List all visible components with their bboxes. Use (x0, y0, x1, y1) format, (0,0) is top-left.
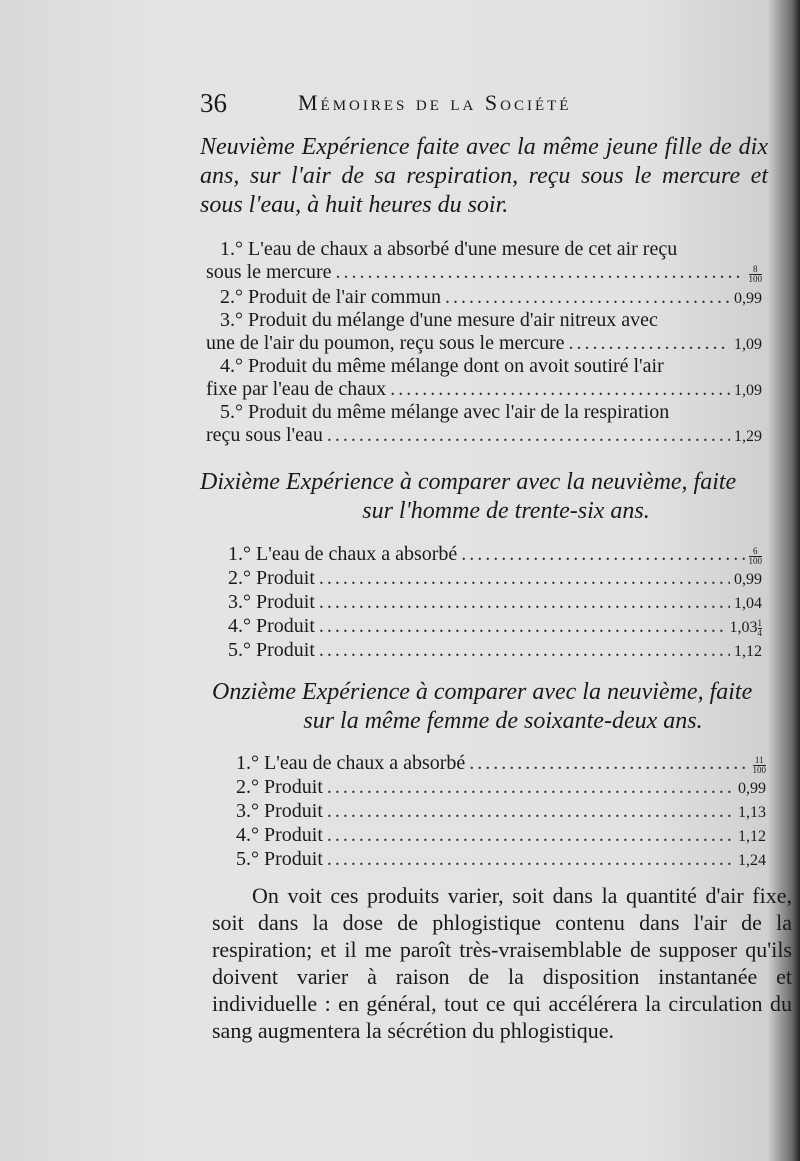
leader-dots (327, 848, 734, 871)
heading-line: sur l'homme de trente-six ans. (362, 498, 650, 524)
leader-dots (319, 639, 730, 662)
list-item: 5.° Produit ..... 1,12 (228, 639, 762, 663)
fraction-value: $\frac{1}{4}$ (757, 617, 762, 638)
entry-value: 0,99 (738, 780, 766, 797)
list-item: 2.° Produit ..... 0,99 (236, 776, 766, 800)
heading-line: Onzième Expérience à comparer avec la neuvième, faite (212, 679, 753, 705)
list-item: 3.° Produit ..... 1,04 (228, 591, 762, 615)
entry-9-4 (206, 355, 762, 402)
entry-line: 5.° Produit du même mélange avec l'air de la respiration (220, 401, 670, 423)
entry-9-2 (220, 286, 762, 310)
page-header (200, 88, 680, 122)
section-heading-11 (212, 678, 774, 736)
leader-dots (390, 378, 730, 401)
leader-dots (327, 824, 734, 847)
leader-dots (569, 332, 731, 355)
entry-value: 1,12 (734, 643, 762, 660)
entry-9-5 (206, 401, 762, 448)
heading-line: Dixième Expérience à comparer avec la neuvième, faite (200, 469, 737, 495)
entry-value: 1,09 (734, 336, 762, 353)
entry-label: sous le mercure (206, 261, 332, 283)
list-item: 1.° L'eau de chaux a absorbé ..... $\frac{6}{100}$ (228, 543, 762, 567)
leader-dots (336, 261, 745, 284)
entry-label: reçu sous l'eau (206, 424, 323, 446)
leader-dots (469, 752, 748, 775)
list-item: 1.° L'eau de chaux a absorbé ..... $\frac{11}{100}$ (236, 752, 766, 776)
entry-value: 1,09 (734, 382, 762, 399)
entry-value: 1,12 (738, 828, 766, 845)
fraction-value: $\frac{11}{100}$ (752, 754, 766, 775)
section-heading-9: Neuvième Expérience faite avec la même jeune fille de dix ans, sur l'air de sa respiration, reçu sous le mercure et sous l'eau, à huit heures du soir. (200, 134, 768, 218)
entry-value: 0,99 (734, 571, 762, 588)
fraction-value: $\frac{6}{100}$ (748, 545, 762, 566)
running-title: Mémoires de la Société (298, 90, 572, 115)
entry-value: 1,13 (738, 804, 766, 821)
list-item: 4.° Produit ..... 1,03 $\frac{1}{4}$ (228, 615, 762, 639)
leader-dots (445, 286, 730, 309)
entry-line: 4.° Produit du même mélange dont on avoit soutiré l'air (220, 355, 664, 377)
heading-line: sur la même femme de soixante-deux ans. (303, 708, 703, 734)
entry-label: une de l'air du poumon, reçu sous le mercure (206, 332, 565, 354)
entry-value: 0,99 (734, 290, 762, 307)
entry-label: 2.° Produit de l'air commun (220, 286, 442, 308)
entry-9-3 (206, 309, 762, 356)
leader-dots (319, 591, 730, 614)
body-paragraph (212, 882, 792, 1044)
leader-dots (319, 615, 726, 638)
fraction-value: $\frac{8}{100}$ (748, 263, 762, 284)
leader-dots (461, 543, 744, 566)
section-heading-10 (200, 468, 772, 526)
leader-dots (327, 800, 734, 823)
entry-label: fixe par l'eau de chaux (206, 378, 387, 400)
section-11-list (236, 752, 766, 872)
entry-line: 1.° L'eau de chaux a absorbé d'une mesure de cet air reçu (220, 238, 678, 260)
list-item: 3.° Produit ..... 1,13 (236, 800, 766, 824)
entry-9-1 (206, 238, 762, 285)
entry-value: 1,29 (734, 428, 762, 445)
leader-dots (327, 776, 734, 799)
entry-value: 1,04 (734, 595, 762, 612)
list-item: 5.° Produit ..... 1,24 (236, 848, 766, 872)
entry-value: 1,03 (729, 619, 758, 636)
list-item: 2.° Produit ..... 0,99 (228, 567, 762, 591)
leader-dots (319, 567, 730, 590)
entry-value: 1,24 (738, 852, 766, 869)
list-item: 4.° Produit ..... 1,12 (236, 824, 766, 848)
entry-line: 3.° Produit du mélange d'une mesure d'air nitreux avec (220, 309, 658, 331)
leader-dots (327, 424, 730, 447)
page-number: 36 (200, 88, 227, 118)
section-10-list (228, 543, 762, 663)
paragraph-text: On voit ces produits varier, soit dans la quantité d'air fixe, soit dans la dose de phlogistique contenu dans l'air de la respiration; et il me paroît très-vraisemblable de supposer qu'ils doivent varier à raison de la disposition instantanée et individuelle : en général, tout ce qui accélérera la circulation du sang augmentera la sécrétion du phlogistique. (212, 883, 792, 1043)
